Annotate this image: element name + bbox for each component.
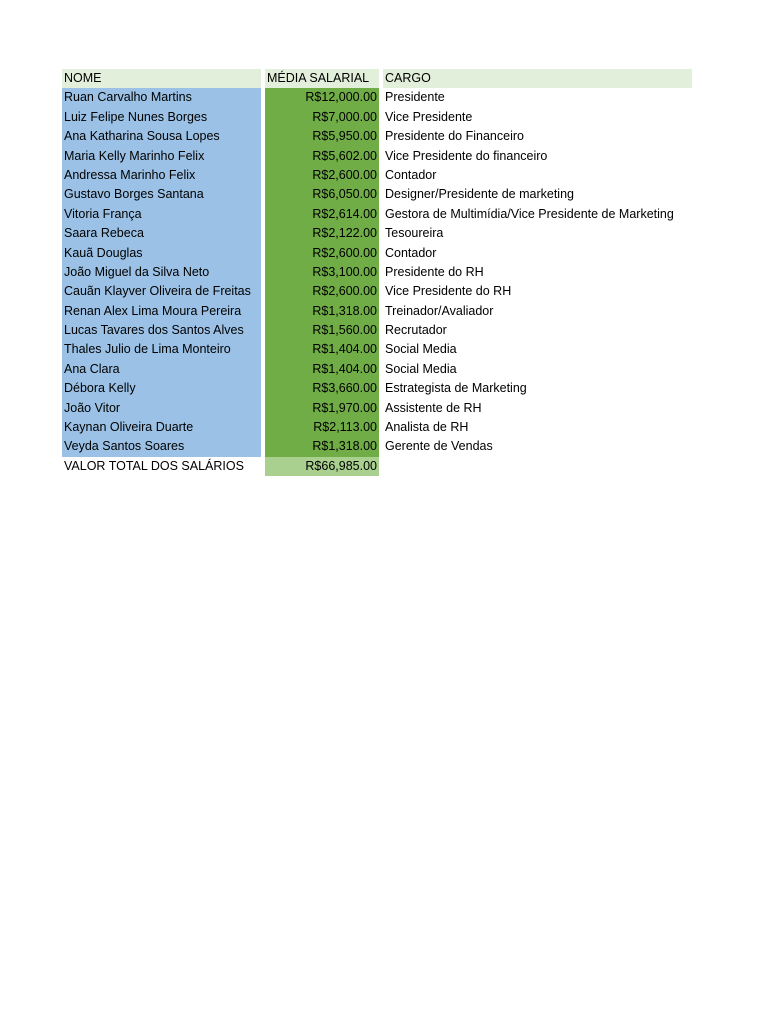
employee-salary: R$2,600.00 bbox=[265, 166, 379, 185]
table-row bbox=[62, 302, 692, 321]
employee-salary: R$2,600.00 bbox=[265, 282, 379, 301]
employee-name: João Vitor bbox=[62, 399, 261, 418]
employee-role: Gerente de Vendas bbox=[385, 439, 493, 454]
table-row bbox=[62, 127, 692, 146]
table-row bbox=[62, 418, 692, 437]
employee-name: Lucas Tavares dos Santos Alves bbox=[62, 321, 261, 340]
table-row bbox=[62, 321, 692, 340]
employee-name: Gustavo Borges Santana bbox=[62, 185, 261, 204]
table-row bbox=[62, 379, 692, 398]
employee-salary: R$1,318.00 bbox=[265, 437, 379, 456]
header-salary: MÉDIA SALARIAL bbox=[265, 69, 379, 88]
employee-name: Andressa Marinho Felix bbox=[62, 166, 261, 185]
employee-role: Designer/Presidente de marketing bbox=[385, 187, 574, 202]
employee-salary: R$12,000.00 bbox=[265, 88, 379, 107]
employee-salary: R$7,000.00 bbox=[265, 108, 379, 127]
table-row bbox=[62, 185, 692, 204]
employee-salary: R$1,404.00 bbox=[265, 340, 379, 359]
employee-salary: R$2,614.00 bbox=[265, 205, 379, 224]
employee-salary: R$2,600.00 bbox=[265, 244, 379, 263]
employee-name: Kauã Douglas bbox=[62, 244, 261, 263]
employee-role: Estrategista de Marketing bbox=[385, 381, 527, 396]
table-row bbox=[62, 263, 692, 282]
employee-role: Gestora de Multimídia/Vice Presidente de Marketing bbox=[385, 206, 674, 221]
table-row bbox=[62, 437, 692, 456]
table-body bbox=[62, 88, 692, 456]
employee-role: Presidente bbox=[385, 90, 445, 105]
header-name: NOME bbox=[62, 69, 261, 88]
employee-name: Luiz Felipe Nunes Borges bbox=[62, 108, 261, 127]
total-row bbox=[62, 457, 692, 476]
employee-role: Recrutador bbox=[385, 323, 447, 338]
employee-role: Social Media bbox=[385, 342, 457, 357]
employee-role: Social Media bbox=[385, 361, 457, 376]
employee-role: Tesoureira bbox=[385, 226, 444, 241]
employee-role: Vice Presidente do RH bbox=[385, 284, 512, 299]
employee-role: Contador bbox=[385, 167, 437, 182]
employee-name: Kaynan Oliveira Duarte bbox=[62, 418, 261, 437]
table-row bbox=[62, 340, 692, 359]
employee-name: Thales Julio de Lima Monteiro bbox=[62, 340, 261, 359]
total-label: VALOR TOTAL DOS SALÁRIOS bbox=[64, 458, 244, 473]
employee-name: Ruan Carvalho Martins bbox=[62, 88, 261, 107]
employee-salary: R$2,122.00 bbox=[265, 224, 379, 243]
employee-name: Renan Alex Lima Moura Pereira bbox=[62, 302, 261, 321]
employee-salary: R$3,100.00 bbox=[265, 263, 379, 282]
employee-name: Ana Clara bbox=[62, 360, 261, 379]
employee-name: Ana Katharina Sousa Lopes bbox=[62, 127, 261, 146]
employee-name: Maria Kelly Marinho Felix bbox=[62, 147, 261, 166]
employee-salary: R$1,970.00 bbox=[265, 399, 379, 418]
employee-role: Vice Presidente bbox=[385, 109, 473, 124]
employee-role: Presidente do RH bbox=[385, 264, 484, 279]
table-row bbox=[62, 147, 692, 166]
header-row bbox=[62, 69, 692, 88]
employee-name: Débora Kelly bbox=[62, 379, 261, 398]
employee-name: Saara Rebeca bbox=[62, 224, 261, 243]
employee-role: Contador bbox=[385, 245, 437, 260]
employee-role: Assistente de RH bbox=[385, 400, 482, 415]
employee-salary: R$1,318.00 bbox=[265, 302, 379, 321]
table-row bbox=[62, 282, 692, 301]
table-row bbox=[62, 244, 692, 263]
employee-name: Veyda Santos Soares bbox=[62, 437, 261, 456]
employee-role: Presidente do Financeiro bbox=[385, 129, 524, 144]
employee-salary: R$5,602.00 bbox=[265, 147, 379, 166]
employee-salary: R$2,113.00 bbox=[265, 418, 379, 437]
table-row bbox=[62, 108, 692, 127]
table-row bbox=[62, 166, 692, 185]
header-role: CARGO bbox=[383, 69, 692, 88]
employee-salary: R$5,950.00 bbox=[265, 127, 379, 146]
employee-role: Treinador/Avaliador bbox=[385, 303, 494, 318]
employee-role: Analista de RH bbox=[385, 420, 469, 435]
employee-role: Vice Presidente do financeiro bbox=[385, 148, 548, 163]
table-row bbox=[62, 224, 692, 243]
employee-name: Vitoria França bbox=[62, 205, 261, 224]
table-row bbox=[62, 205, 692, 224]
salary-table bbox=[62, 69, 692, 476]
total-value: R$66,985.00 bbox=[265, 457, 379, 476]
employee-salary: R$3,660.00 bbox=[265, 379, 379, 398]
table-row bbox=[62, 360, 692, 379]
employee-name: Cauãn Klayver Oliveira de Freitas bbox=[62, 282, 261, 301]
employee-name: João Miguel da Silva Neto bbox=[62, 263, 261, 282]
table-row bbox=[62, 399, 692, 418]
employee-salary: R$6,050.00 bbox=[265, 185, 379, 204]
employee-salary: R$1,560.00 bbox=[265, 321, 379, 340]
employee-salary: R$1,404.00 bbox=[265, 360, 379, 379]
table-row bbox=[62, 88, 692, 107]
